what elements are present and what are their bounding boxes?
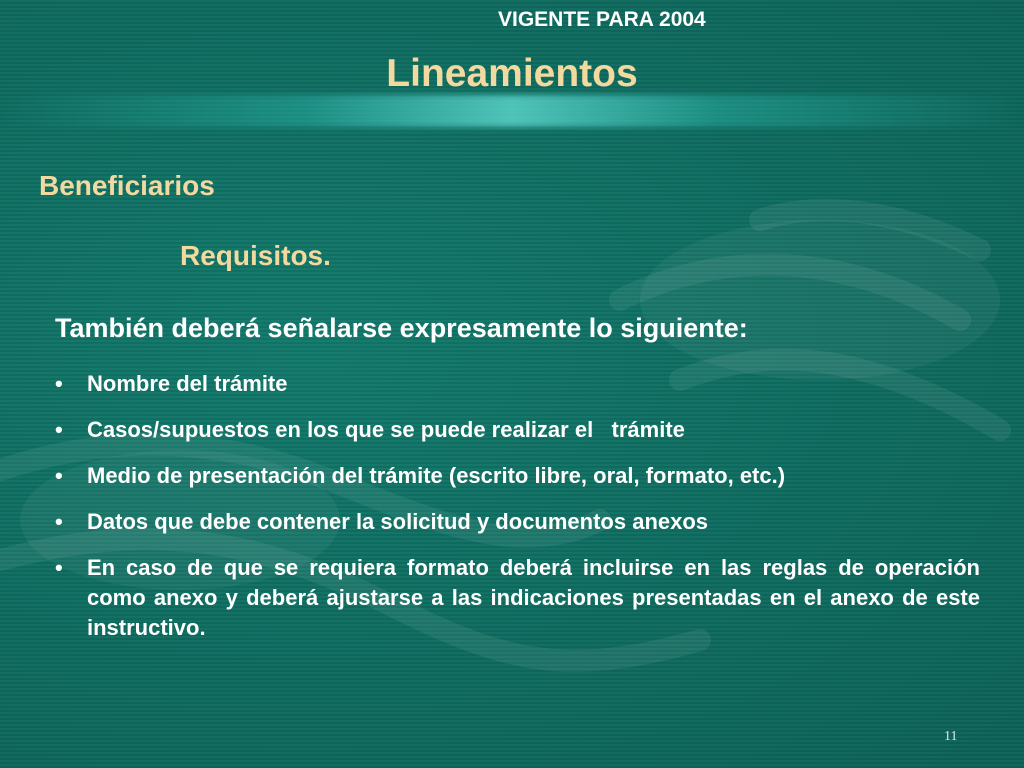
- bullet-icon: •: [55, 555, 63, 580]
- list-item: [55, 507, 980, 537]
- bullet-icon: •: [55, 371, 63, 396]
- list-item-text: En caso de que se requiera formato deberá incluirse en las reglas de operación como anexo y deberá ajustarse a las indicaciones presentadas en el anexo de este instructivo.: [87, 555, 980, 640]
- list-item: [55, 461, 980, 491]
- list-item: [55, 553, 980, 643]
- slide-title: Lineamientos: [386, 52, 638, 95]
- subsection-heading: Requisitos.: [180, 240, 331, 271]
- list-item-text: Medio de presentación del trámite (escrito libre, oral, formato, etc.): [87, 463, 786, 488]
- list-item-text: Casos/supuestos en los que se puede realizar el trámite: [87, 417, 685, 442]
- list-item: [55, 415, 980, 445]
- bullet-icon: •: [55, 509, 63, 534]
- list-item-text: Datos que debe contener la solicitud y documentos anexos: [87, 509, 709, 534]
- intro-text: También deberá señalarse expresamente lo siguiente:: [55, 313, 748, 343]
- requirements-list: [55, 369, 980, 659]
- bullet-icon: •: [55, 463, 63, 488]
- bullet-icon: •: [55, 417, 63, 442]
- page-number: 11: [944, 729, 958, 744]
- validity-tag: VIGENTE PARA 2004: [498, 8, 706, 31]
- list-item-text: Nombre del trámite: [87, 371, 288, 396]
- list-item: [55, 369, 980, 399]
- section-heading: Beneficiarios: [39, 170, 215, 201]
